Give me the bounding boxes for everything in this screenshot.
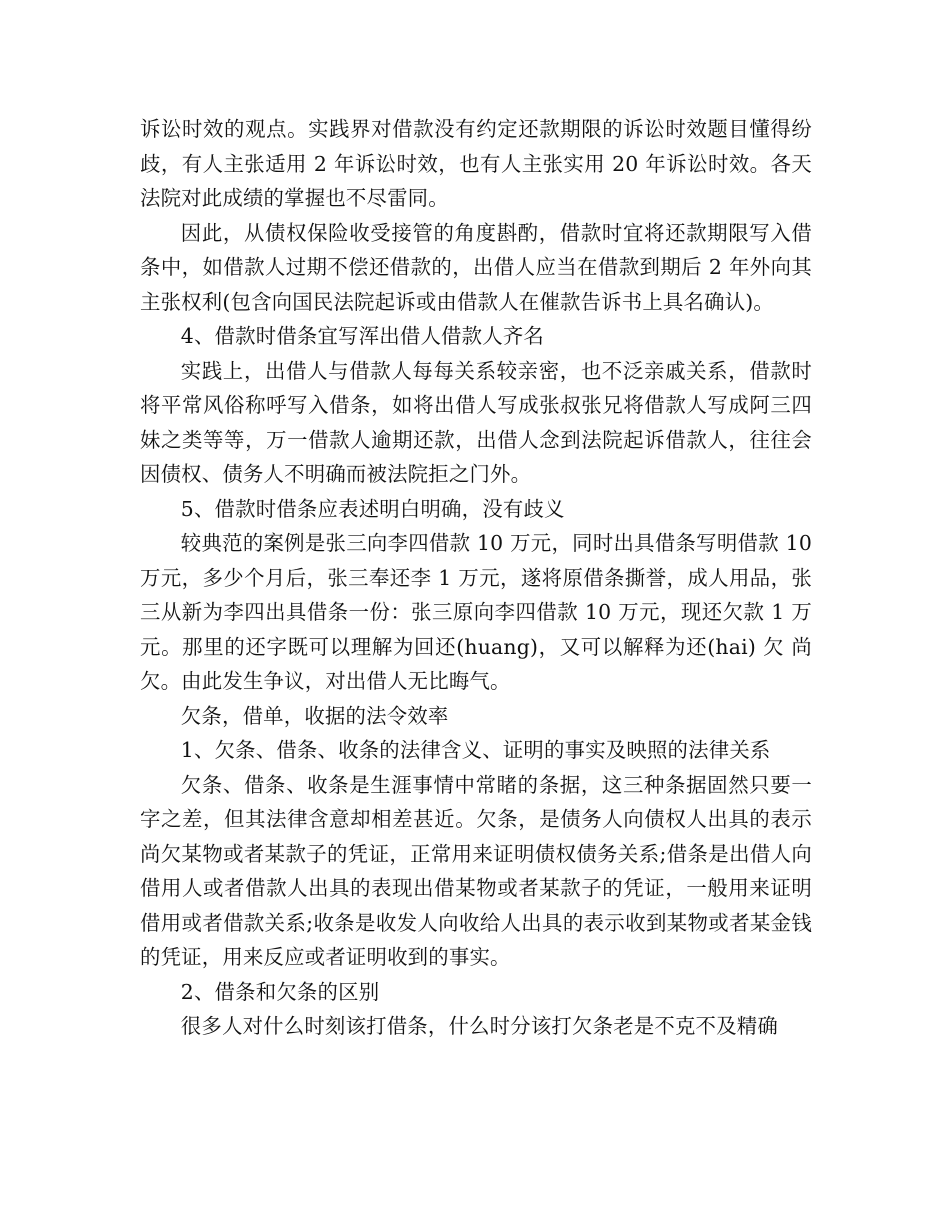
section-title: 欠条，借单，收据的法令效率 xyxy=(180,703,449,728)
section-heading-4: 4、借款时借条宜写浑出借人借款人齐名 xyxy=(180,324,545,348)
paragraph-3: 实践上，出借人与借款人每每关系较亲密，也不泛亲戚关系，借款时将平常风俗称呼写入借条，如将出借人写成张叔张兄将借款人写成阿三四妹之类等等，万一借款人逾期还款，出借人念到法院起诉借款人，往往会因债权、债务人不明确而被法院拒之门外。 xyxy=(140,358,812,486)
section-heading-1: 1、欠条、借条、收条的法律含义、证明的事实及映照的法律关系 xyxy=(180,738,771,762)
section-heading-2: 2、借条和欠条的区别 xyxy=(180,979,380,1004)
paragraph-5: 欠条、借条、收条是生涯事情中常睹的条据，这三种条据固然只要一字之差，但其法律含意却相差甚近。欠条，是债务人向债权人出具的表示尚欠某物或者某款子的凭证，正常用来证明债权债务关系;借条是出借人向借用人或者借款人出具的表现出借某物或者某款子的凭证，一般用来证明借用或者借款关系;收条是收发人向收给人出具的表示收到某物或者某金钱的凭证，用来反应或者证明收到的事实。 xyxy=(140,772,812,969)
section-heading-5: 5、借款时借条应表述明白明确，没有歧义 xyxy=(180,496,565,521)
paragraph-1: 诉讼时效的观点。实践界对借款没有约定还款期限的诉讼时效题目懂得纷歧，有人主张适用 2 年诉讼时效，也有人主张实用 20 年诉讼时效。各天法院对此成绩的掌握也不尽雷同。 xyxy=(140,117,812,210)
paragraph-4: 较典范的案例是张三向李四借款 10 万元，同时出具借条写明借款 10 万元，多少个月后，张三奉还李 1 万元，遂将原借条撕誉，成人用品，张三从新为李四出具借条一份：张三原向李四借款 10 万元，现还欠款 1 万元。那里的还字既可以理解为回还(huang)，又可以解释为还(hai) 欠 尚欠。由此发生争议，对出借人无比晦气。 xyxy=(140,531,812,693)
paragraph-2: 因此，从债权保险收受接管的角度斟酌，借款时宜将还款期限写入借条中，如借款人过期不偿还借款的，出借人应当在借款到期后 2 年外向其主张权利(包含向国民法院起诉或由借款人在催款告诉书上具名确认)。 xyxy=(140,220,812,314)
paragraph-6: 很多人对什么时刻该打借条，什么时分该打欠条老是不克不及精确 xyxy=(180,1014,778,1038)
document-page xyxy=(140,112,812,1044)
